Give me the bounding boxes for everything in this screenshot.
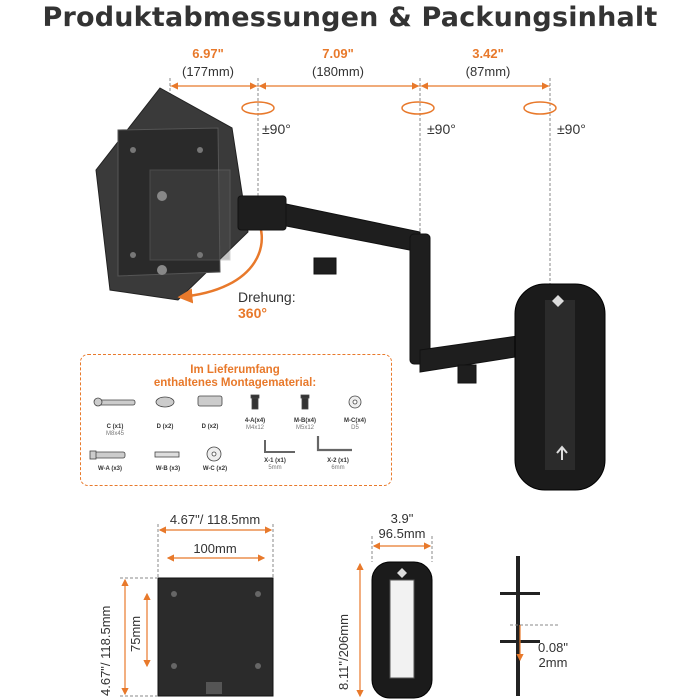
vesa-plate-rotated <box>96 88 248 300</box>
wall-plate-main <box>515 284 605 490</box>
accessory-item: W-A (x3) <box>98 466 122 472</box>
vesa-inner-height: 75mm <box>128 615 143 652</box>
accessory-item: X-2 (x1) 6mm <box>327 458 349 471</box>
dim-segment-2-inch: 7.09" <box>322 46 354 61</box>
vesa-outer-height: 4.67"/ 118.5mm <box>98 605 113 696</box>
wall-plate-height: 8.11"/206mm <box>336 614 351 690</box>
wall-plate-width-mm: 96.5mm <box>378 526 426 541</box>
dim-segment-2-mm: (180mm) <box>311 64 364 79</box>
accessory-item: M-C(x4) D5 <box>344 418 366 431</box>
rotation-label-3: ±90° <box>557 121 586 137</box>
accessory-item: C (x1) M8x45 <box>105 424 124 437</box>
dim-segment-3-mm: (87mm) <box>465 64 511 79</box>
accessories-title-line2: enthaltenes Montagematerial: <box>153 377 317 389</box>
wall-plate-width-inch: 3.9" <box>390 511 414 526</box>
wall-plate-flat <box>360 536 432 698</box>
thickness-inch: 0.08" <box>538 640 568 655</box>
dim-segment-1-inch: 6.97" <box>192 46 224 61</box>
accessory-item: X-1 (x1) 5mm <box>264 458 286 471</box>
thickness-mm: 2mm <box>538 655 568 670</box>
vesa-outer-width: 4.67"/ 118.5mm <box>169 512 261 527</box>
accessory-item: W-C (x2) <box>202 466 228 472</box>
wall-plate-side-profile <box>500 556 560 696</box>
dim-segment-3-inch: 3.42" <box>472 46 504 61</box>
accessory-item: W-B (x3) <box>155 466 181 472</box>
rotation-label-1: ±90° <box>262 121 291 137</box>
accessories-title-line1: Im Lieferumfang <box>190 364 280 376</box>
rotation-icon-3 <box>524 102 556 114</box>
rotation-caption: Drehung: <box>238 289 296 305</box>
rotation-value: 360° <box>238 305 267 321</box>
accessory-item: D (x2) <box>201 424 219 430</box>
accessories-title <box>80 364 390 390</box>
vesa-inner-width: 100mm <box>193 541 237 556</box>
accessory-item: 4-A(x4) M4x12 <box>244 418 266 431</box>
accessory-item: D (x2) <box>156 424 174 430</box>
rotation-icon-2 <box>402 102 434 114</box>
accessory-item: M-B(x4) M5x12 <box>294 418 316 431</box>
dim-segment-1-mm: (177mm) <box>181 64 234 79</box>
rotation-label-2: ±90° <box>427 121 456 137</box>
page-title: Produktabmessungen & Packungsinhalt <box>42 2 658 33</box>
